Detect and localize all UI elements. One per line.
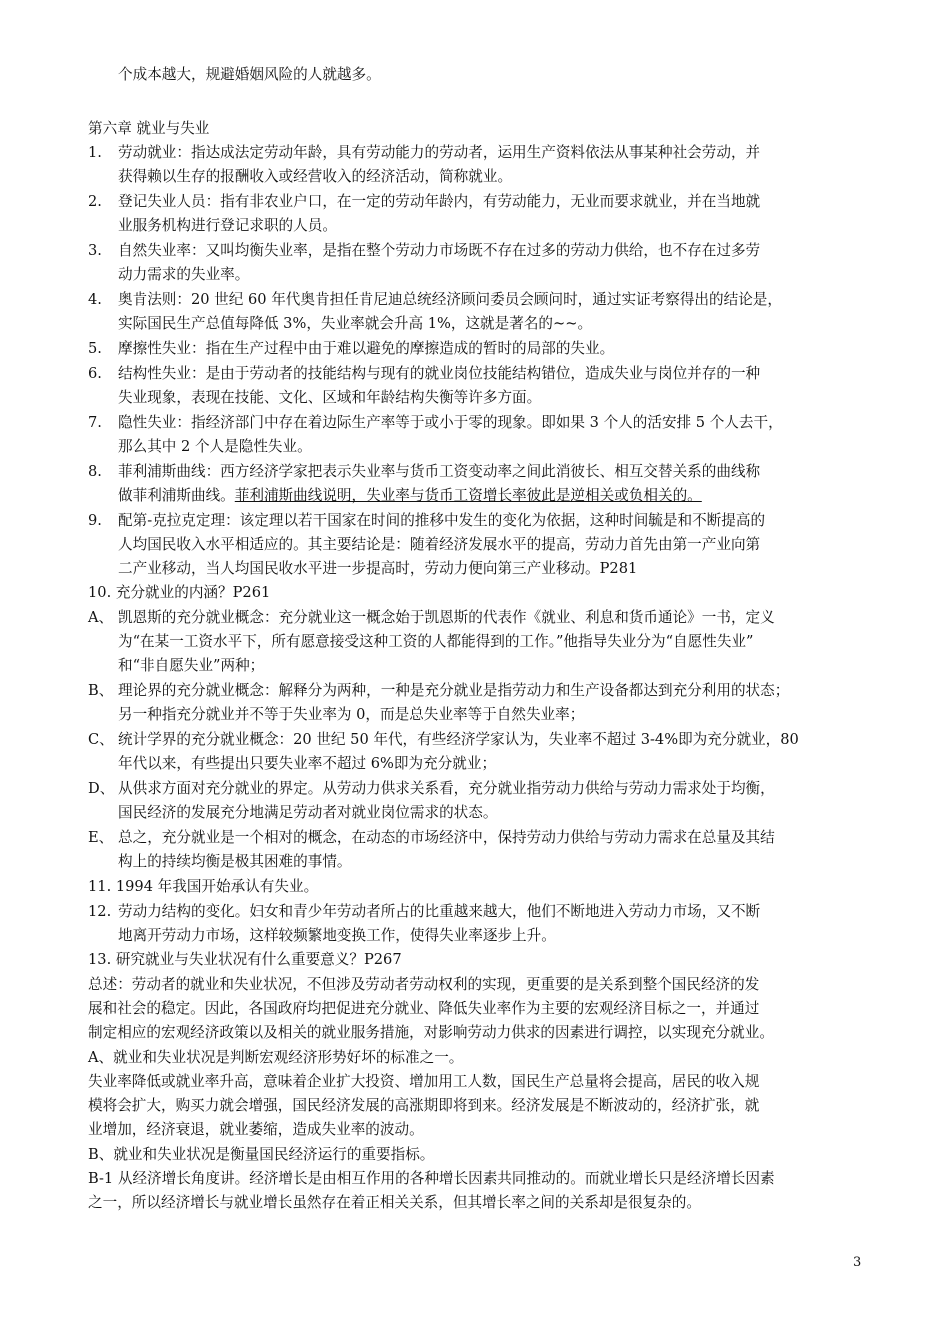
sub-item-cont: 年代以来，有些提出只要失业率不超过 6%即为充分就业； <box>118 755 497 772</box>
paragraph-line: 模将会扩大，购买力就会增强，国民经济发展的高涨期即将到来。经济发展是不断波动的，经济扩张，就 <box>88 1097 760 1114</box>
paragraph-line: B-1 从经济增长角度讲。经济增长是由相互作用的各种增长因素共同推动的。而就业增长只是经济增长因素 <box>88 1170 775 1187</box>
paragraph-line: 总述：劳动者的就业和失业状况，不但涉及劳动者劳动权利的实现，更重要的是关系到整个国民经济的发 <box>88 976 760 993</box>
list-item-cont: 地离开劳动力市场，这样较频繁地变换工作，使得失业率逐步上升。 <box>118 927 556 944</box>
paragraph-line: 制定相应的宏观经济政策以及相关的就业服务措施，对影响劳动力供求的因素进行调控，以实现充分就业。 <box>88 1024 774 1041</box>
paragraph-line: 展和社会的稳定。因此，各国政府均把促进充分就业、降低失业率作为主要的宏观经济目标之一，并通过 <box>88 1000 760 1017</box>
paragraph-line: 之一，所以经济增长与就业增长虽然存在着正相关关系，但其增长率之间的关系却是很复杂的。 <box>88 1194 701 1211</box>
list-item-cont: 那么其中 2 个人是隐性失业。 <box>118 438 312 455</box>
list-item-heading: 13. 研究就业与失业状况有什么重要意义？P267 <box>88 951 402 968</box>
list-item-cont: 二产业移动，当人均国民收水平进一步提高时，劳动力便向第三产业移动。P281 <box>118 560 638 577</box>
list-item-cont: 动力需求的失业率。 <box>118 266 250 283</box>
page-number: 3 <box>853 1255 862 1270</box>
sub-item-cont: 另一种指充分就业并不等于失业率为 0，而是总失业率等于自然失业率； <box>118 706 585 723</box>
chapter-title: 第六章 就业与失业 <box>88 120 210 137</box>
paragraph-line: A、就业和失业状况是判断宏观经济形势好坏的标准之一。 <box>88 1049 464 1066</box>
list-item-cont: 做菲利浦斯曲线。菲利浦斯曲线说明，失业率与货币工资增长率彼此是逆相关或负相关的。 <box>118 487 702 504</box>
sub-item-cont: 构上的持续均衡是极其困难的事情。 <box>118 853 352 870</box>
list-item-cont: 人均国民收入水平相适应的。其主要结论是：随着经济发展水平的提高，劳动力首先由第一产业向第 <box>118 536 761 553</box>
paragraph-line: 失业率降低或就业率升高，意味着企业扩大投资、增加用工人数，国民生产总量将会提高，居民的收入规 <box>88 1073 760 1090</box>
underlined-text: 菲利浦斯曲线说明，失业率与货币工资增长率彼此是逆相关或负相关的。 <box>234 487 702 504</box>
sub-item-cont: 和“非自愿失业”两种； <box>118 657 265 674</box>
paragraph-line: B、就业和失业状况是衡量国民经济运行的重要指标。 <box>88 1146 435 1163</box>
sub-item-cont: 国民经济的发展充分地满足劳动者对就业岗位需求的状态。 <box>118 804 498 821</box>
list-item-cont: 业服务机构进行登记求职的人员。 <box>118 217 337 234</box>
list-item-cont: 实际国民生产总值每降低 3%，失业率就会升高 1%，这就是著名的~~。 <box>118 315 593 332</box>
list-item-cont: 获得赖以生存的报酬收入或经营收入的经济活动，简称就业。 <box>118 168 513 185</box>
paragraph-line: 业增加，经济衰退，就业萎缩，造成失业率的波动。 <box>88 1121 424 1138</box>
sub-item-cont: 为“在某一工资水平下，所有愿意接受这种工资的人都能得到的工作。”他指导失业分为“自愿性失业” <box>118 633 754 650</box>
continued-line: 个成本越大，规避婚姻风险的人就越多。 <box>118 66 381 83</box>
list-item-heading: 11. 1994 年我国开始承认有失业。 <box>88 878 319 895</box>
list-item-heading: 10. 充分就业的内涵？P261 <box>88 584 271 601</box>
list-item-cont: 失业现象，表现在技能、文化、区域和年龄结构失衡等许多方面。 <box>118 389 542 406</box>
